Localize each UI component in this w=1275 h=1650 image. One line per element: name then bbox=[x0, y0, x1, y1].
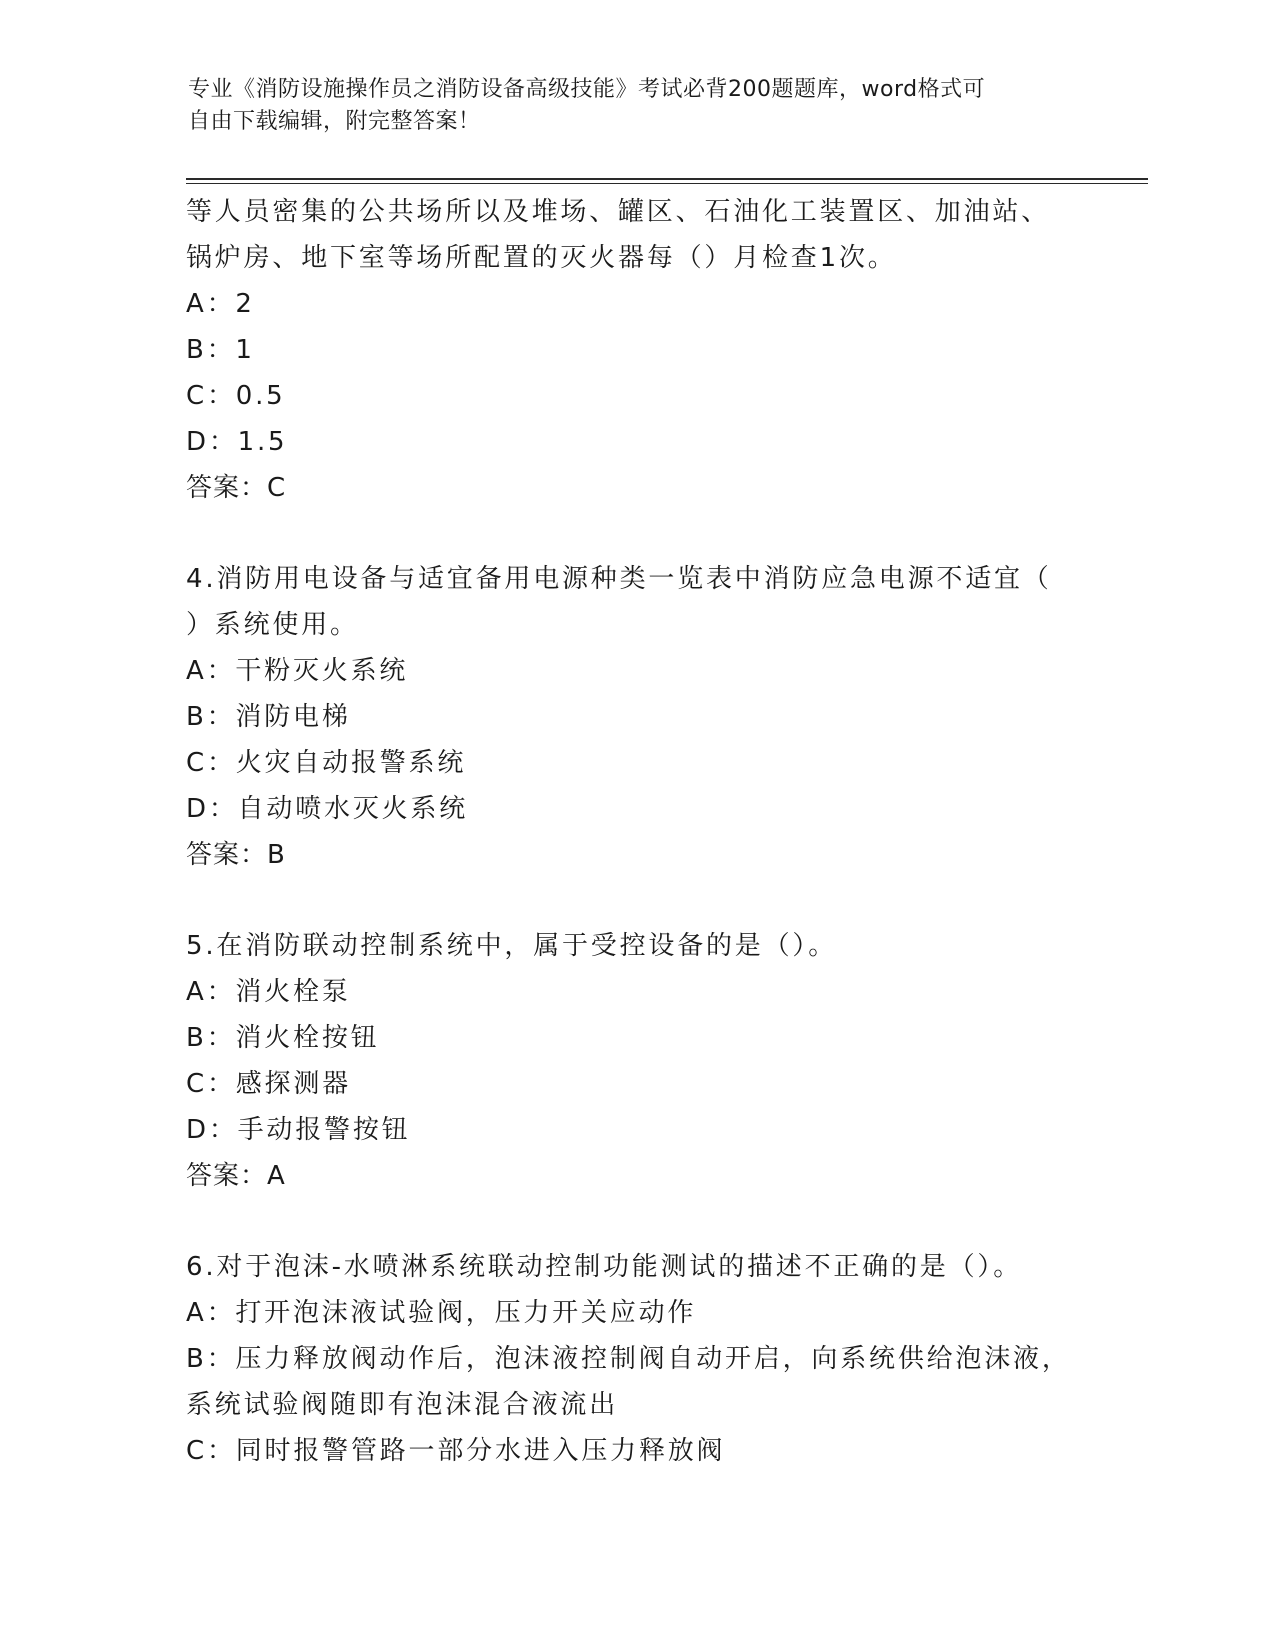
question-4 bbox=[186, 556, 1086, 878]
option-a: A：打开泡沫液试验阀，压力开关应动作 bbox=[186, 1298, 697, 1328]
document-header bbox=[188, 74, 1068, 138]
spacer bbox=[186, 1199, 1086, 1244]
question-stem: 6.对于泡沫-水喷淋系统联动控制功能测试的描述不正确的是（）。 bbox=[186, 1252, 1022, 1282]
option-d: D：自动喷水灭火系统 bbox=[186, 794, 469, 824]
answer: 答案：B bbox=[186, 840, 286, 870]
option-a: A：2 bbox=[186, 289, 255, 319]
option-d: D：1.5 bbox=[186, 427, 288, 457]
header-rule-thin bbox=[186, 183, 1148, 184]
option-b: B：消火栓按钮 bbox=[186, 1023, 380, 1053]
question-stem: ）系统使用。 bbox=[186, 610, 359, 640]
header-line-1: 专业《消防设施操作员之消防设备高级技能》考试必背200题题库，word格式可 bbox=[188, 77, 986, 102]
answer: 答案：A bbox=[186, 1161, 286, 1191]
option-c: C：感探测器 bbox=[186, 1069, 351, 1099]
option-c: C：同时报警管路一部分水进入压力释放阀 bbox=[186, 1436, 726, 1466]
answer: 答案：C bbox=[186, 473, 287, 503]
option-c: C：火灾自动报警系统 bbox=[186, 748, 467, 778]
option-d: D：手动报警按钮 bbox=[186, 1115, 411, 1145]
option-b-continued: 系统试验阀随即有泡沫混合液流出 bbox=[186, 1390, 619, 1420]
question-list bbox=[186, 189, 1086, 1474]
option-a: A：干粉灭火系统 bbox=[186, 656, 409, 686]
question-stem: 锅炉房、地下室等场所配置的灭火器每（）月检查1次。 bbox=[186, 243, 897, 273]
question-stem: 等人员密集的公共场所以及堆场、罐区、石油化工装置区、加油站、 bbox=[186, 197, 1051, 227]
option-b: B：消防电梯 bbox=[186, 702, 351, 732]
question-6 bbox=[186, 1244, 1086, 1474]
option-b: B：压力释放阀动作后，泡沫液控制阀自动开启，向系统供给泡沫液， bbox=[186, 1344, 1071, 1374]
spacer bbox=[186, 511, 1086, 556]
question-stem: 4.消防用电设备与适宜备用电源种类一览表中消防应急电源不适宜（ bbox=[186, 564, 1052, 594]
option-c: C：0.5 bbox=[186, 381, 286, 411]
option-a: A：消火栓泵 bbox=[186, 977, 351, 1007]
question-3 bbox=[186, 189, 1086, 511]
question-stem: 5.在消防联动控制系统中，属于受控设备的是（）。 bbox=[186, 931, 838, 961]
header-line-2: 自由下载编辑，附完整答案！ bbox=[188, 109, 481, 134]
question-5 bbox=[186, 923, 1086, 1199]
header-rule-thick bbox=[186, 178, 1148, 180]
option-b: B：1 bbox=[186, 335, 255, 365]
spacer bbox=[186, 878, 1086, 923]
